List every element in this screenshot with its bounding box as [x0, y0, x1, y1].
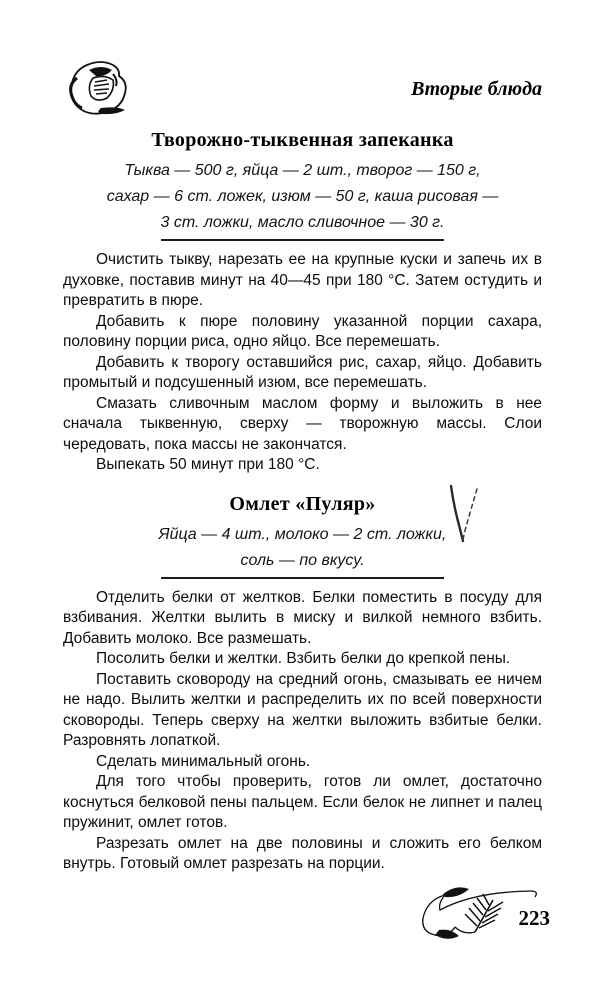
recipe-paragraph: Для того чтобы проверить, готов ли омлет, достаточно коснуться белковой пены пальцем. Если белок не липнет и палец пружинит, омлет готов. — [63, 773, 542, 831]
recipe-paragraph: Сделать минимальный огонь. — [96, 752, 311, 770]
recipe-paragraph: Выпекать 50 минут при 180 °С. — [96, 456, 320, 473]
recipe-paragraph: Добавить к пюре половину указанной порции сахара, половину порции риса, одно яйцо. Все перемешать. — [63, 312, 542, 350]
jug-sketch-illustration — [63, 58, 135, 122]
recipe-2-instructions — [63, 588, 542, 875]
recipe-paragraph: Отделить белки от желтков. Белки поместить в посуду для взбивания. Желтки вылить в миску и вилкой немного взбить. Добавить молоко. Все размешать. — [63, 588, 542, 647]
recipe-paragraph: Посолить белки и желтки. Взбить белки до крепкой пены. — [96, 650, 511, 667]
separator-rule — [161, 577, 444, 579]
ingredients-line: сахар — 6 ст. ложек, изюм — 50 г, каша рисовая — — [106, 188, 499, 205]
recipe-1-ingredients — [63, 158, 542, 236]
page-footer — [413, 880, 551, 948]
recipe-2-title: Омлет «Пуляр» — [229, 492, 376, 515]
recipe-paragraph: Разрезать омлет на две половины и сложить его белком внутрь. Готовый омлет разрезать на порции. — [63, 834, 542, 872]
recipe-1-title: Творожно-тыквенная запеканка — [151, 129, 454, 151]
ingredients-line: Тыква — 500 г, яйца — 2 шт., творог — 150 г, — [124, 162, 481, 179]
section-title: Вторые блюда — [411, 78, 542, 100]
recipe-1-instructions — [63, 250, 542, 476]
recipe-paragraph: Добавить к творогу оставшийся рис, сахар, яйцо. Добавить промытый и подсушенный изюм, все перемешать. — [63, 353, 542, 391]
ingredients-line: 3 ст. ложки, масло сливочное — 30 г. — [160, 214, 445, 231]
recipe-1 — [63, 128, 542, 476]
recipe-paragraph: Смазать сливочным маслом форму и выложить в нее сначала тыквенную, сверху — творожную массы. Слои чередовать, пока массы не закончатся. — [63, 394, 542, 453]
pen-checkmark-icon — [447, 483, 479, 547]
page-header — [63, 58, 542, 124]
page-number: 223 — [518, 905, 550, 930]
recipe-2 — [63, 492, 542, 875]
ingredients-line: соль — по вкусу. — [240, 551, 365, 569]
recipe-paragraph: Очистить тыкву, нарезать ее на крупные куски и запечь их в духовке, поставив минут на 40—45 при 180 °С. Затем остудить и превратить в пюре. — [63, 251, 542, 309]
recipe-paragraph: Поставить сковороду на средний огонь, смазывать ее ничем не надо. Вылить желтки и распределить их по всей поверхности сковороды. Теперь сверху на желтки выложить взбитые белки. Разровнять лопаткой. — [63, 670, 542, 749]
separator-rule — [161, 239, 444, 241]
ingredients-line: Яйца — 4 шт., молоко — 2 ст. ложки, — [158, 525, 447, 543]
